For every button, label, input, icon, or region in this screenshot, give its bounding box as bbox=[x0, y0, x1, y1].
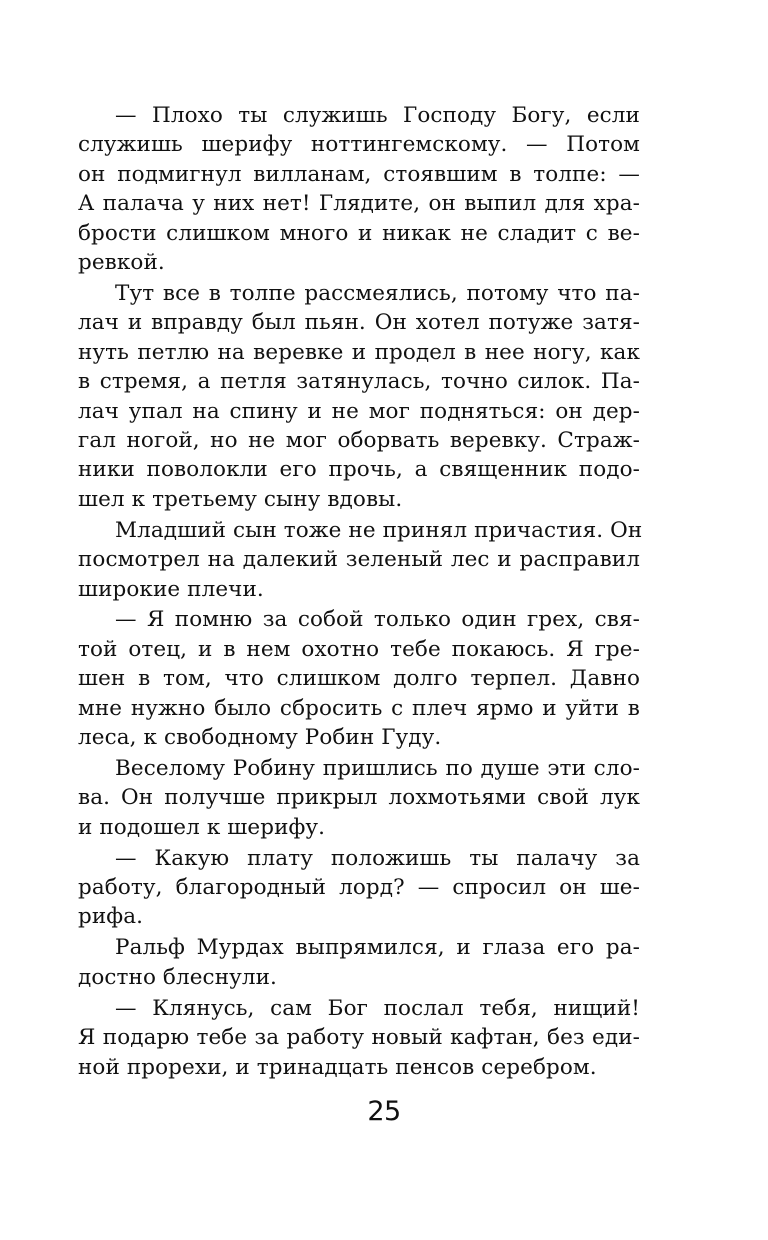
text-line: гал ногой, но не мог оборвать веревку. Страж- bbox=[78, 427, 640, 453]
page-number: 25 bbox=[367, 1096, 401, 1127]
text-line: брости слишком много и никак не сладит с ве- bbox=[78, 220, 640, 246]
paragraph bbox=[78, 279, 640, 514]
text-line: шен в том, что слишком долго терпел. Давно bbox=[78, 666, 640, 692]
text-line: он подмигнул вилланам, стоявшим в толпе: — bbox=[78, 161, 640, 187]
text-line: работу, благородный лорд? — спросил он ше- bbox=[78, 875, 640, 901]
text-line: в стремя, а петля затянулась, точно силок. Па- bbox=[78, 369, 640, 395]
paragraph bbox=[78, 994, 640, 1082]
text-line: — Я помню за собой только один грех, свя- bbox=[115, 607, 640, 633]
text-line: ревкой. bbox=[78, 250, 165, 276]
paragraph bbox=[78, 101, 640, 277]
text-line: мне нужно было сбросить с плеч ярмо и уйти в bbox=[78, 695, 640, 721]
paragraph bbox=[78, 844, 640, 932]
text-line: Я подарю тебе за работу новый кафтан, без еди- bbox=[78, 1025, 640, 1051]
text-line: леса, к свободному Робин Гуду. bbox=[78, 725, 442, 751]
text-line: Младший сын тоже не принял причастия. Он bbox=[115, 517, 643, 543]
text-line: служишь шерифу ноттингемскому. — Потом bbox=[78, 132, 640, 158]
text-line: достно блеснули. bbox=[78, 964, 277, 990]
text-line: Ральф Мурдах выпрямился, и глаза его ра- bbox=[115, 935, 640, 961]
text-line: рифа. bbox=[78, 904, 144, 930]
paragraph bbox=[78, 754, 640, 842]
text-line: — Клянусь, сам Бог послал тебя, нищий! bbox=[115, 995, 640, 1021]
text-line: — Какую плату положишь ты палачу за bbox=[115, 845, 640, 871]
body-text bbox=[78, 101, 643, 1083]
text-line: — Плохо ты служишь Господу Богу, если bbox=[115, 103, 640, 128]
paragraph bbox=[78, 516, 643, 604]
paragraph bbox=[78, 933, 640, 992]
text-line: посмотрел на далекий зеленый лес и расправил bbox=[78, 547, 640, 573]
text-line: Тут все в толпе рассмеялись, потому что па- bbox=[115, 280, 640, 306]
paragraph bbox=[78, 605, 640, 752]
text-line: широкие плечи. bbox=[78, 576, 264, 602]
text-line: лач и вправду был пьян. Он хотел потуже затя- bbox=[78, 310, 640, 336]
text-line: ники поволокли его прочь, а священник подо- bbox=[78, 457, 640, 483]
text-line: шел к третьему сыну вдовы. bbox=[78, 486, 403, 512]
text-line: лач упал на спину и не мог подняться: он дер- bbox=[78, 398, 640, 424]
text-line: Веселому Робину пришлись по душе эти сло- bbox=[115, 755, 640, 781]
text-line: нуть петлю на веревке и продел в нее ногу, как bbox=[78, 339, 640, 365]
text-line: ва. Он получше прикрыл лохмотьями свой лук bbox=[78, 785, 640, 811]
text-line: и подошел к шерифу. bbox=[78, 814, 326, 840]
text-line: А палача у них нет! Глядите, он выпил для хра- bbox=[78, 191, 640, 217]
text-line: ной прорехи, и тринадцать пенсов серебром. bbox=[78, 1054, 597, 1080]
text-line: той отец, и в нем охотно тебе покаюсь. Я гре- bbox=[78, 636, 640, 662]
